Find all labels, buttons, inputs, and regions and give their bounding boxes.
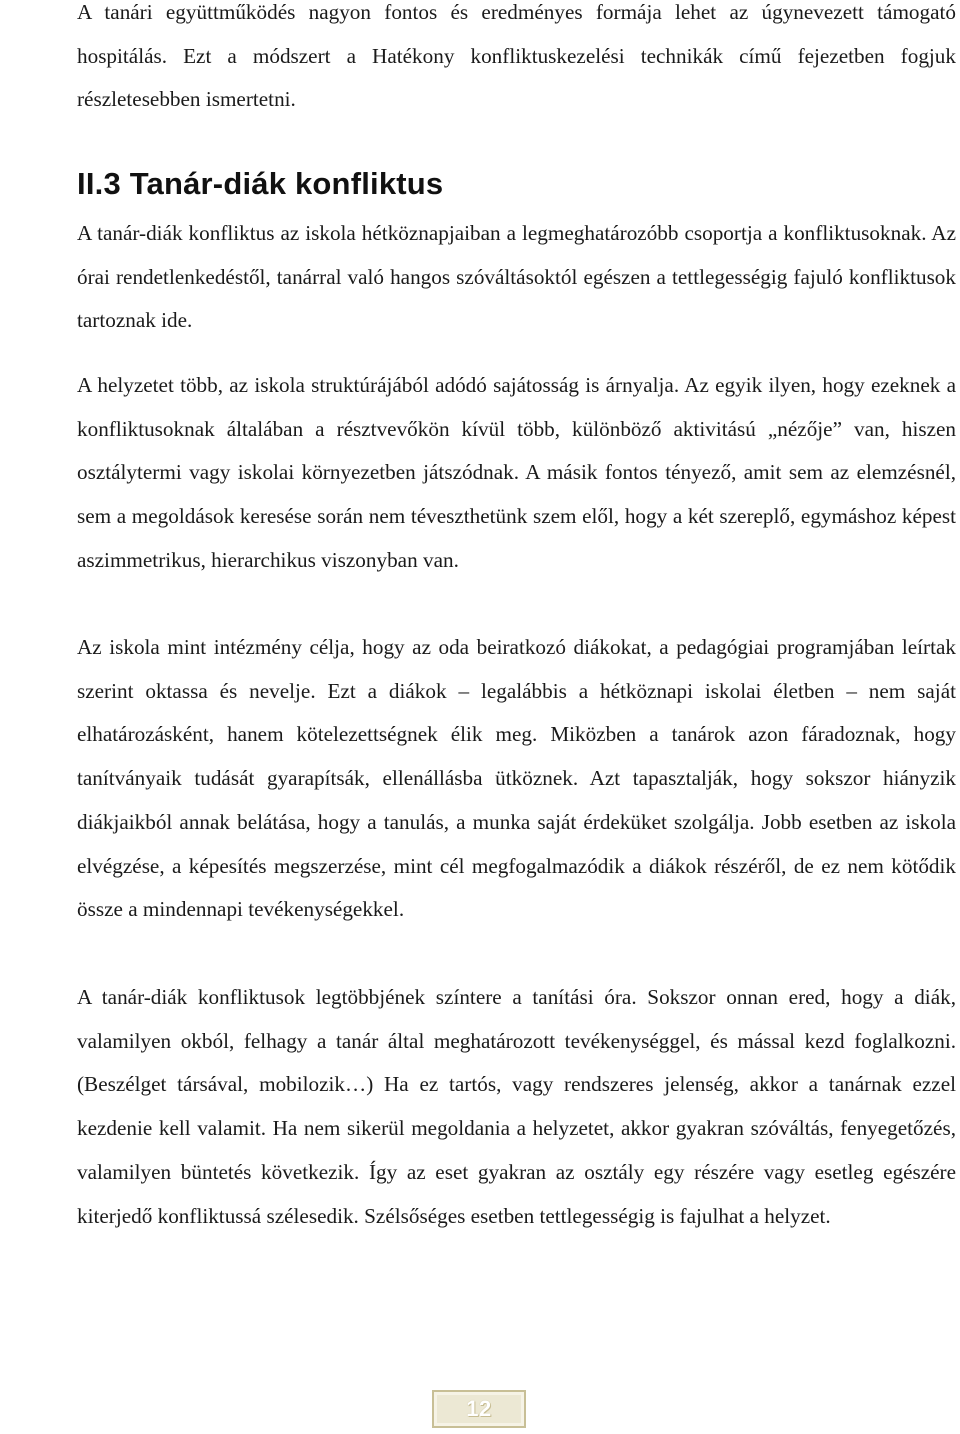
paragraph-3: Az iskola mint intézmény célja, hogy az oda beiratkozó diákokat, a pedagógiai programjában leírtak szerint oktassa és nevelje. Ezt a diákok – legalábbis a hétköznapi iskolai életben – nem saját elhatározásként, hanem kötelezettségnek élik meg. Miközben a tanárok azon fáradoznak, hogy tanítványaik tudását gyarapítsák, ellenállásba ütköznek. Azt tapasztalják, hogy sokszor hiányzik diákjaikból annak belátása, hogy a tanulás, a munka saját érdeküket szolgálja. Jobb esetben az iskola elvégzése, a képesítés megszerzése, mint cél megfogalmazódik a diákok részéről, de ez nem kötődik össze a mindennapi tevékenységekkel. [77,635,956,922]
paragraph-2: A helyzetet több, az iskola struktúrájából adódó sajátosság is árnyalja. Az egyik ilyen, hogy ezeknek a konfliktusoknak általában a résztvevőkön kívül több, különböző aktivitású „nézője” van, hiszen osztálytermi vagy iskolai környezetben játszódnak. A másik fontos tényező, amit sem az elemzésnél, sem a megoldások keresése során nem téveszthetünk szem elől, hogy a két szereplő, egymáshoz képest aszimmetrikus, hierarchikus viszonyban van. [77,373,956,572]
page-number: 12 [466,1396,492,1421]
intro-paragraph: A tanári együttműködés nagyon fontos és eredményes formája lehet az úgynevezett támogató hospitálás. Ezt a módszert a Hatékony konfliktuskezelési technikák című fejezetben fogjuk részletesebben ismertetni. [77,0,956,112]
paragraph-1: A tanár-diák konfliktus az iskola hétköznapjaiban a legmeghatározóbb csoportja a konfliktusoknak. Az órai rendetlenkedéstől, tanárral való hangos szóváltásoktól egészen a tettlegességig fajuló konfliktusok tartoznak ide. [77,221,956,333]
page-number-badge [432,1390,526,1428]
paragraph-4: A tanár-diák konfliktusok legtöbbjének színtere a tanítási óra. Sokszor onnan ered, hogy a diák, valamilyen okból, felhagy a tanár által meghatározott tevékenységgel, és mással kezd foglalkozni. (Beszélget társával, mobilozik…) Ha ez tartós, vagy rendszeres jelenség, akkor a tanárnak ezzel kezdenie kell valamit. Ha nem sikerül megoldania a helyzetet, akkor gyakran szóváltás, fenyegetőzés, valamilyen büntetés következik. Így az eset gyakran az osztály egy részére vagy esetleg egészére kiterjedő konfliktussá szélesedik. Szélsőséges esetben tettlegességig is fajulhat a helyzet. [77,985,956,1228]
section-heading: II.3 Tanár-diák konfliktus [77,166,444,201]
